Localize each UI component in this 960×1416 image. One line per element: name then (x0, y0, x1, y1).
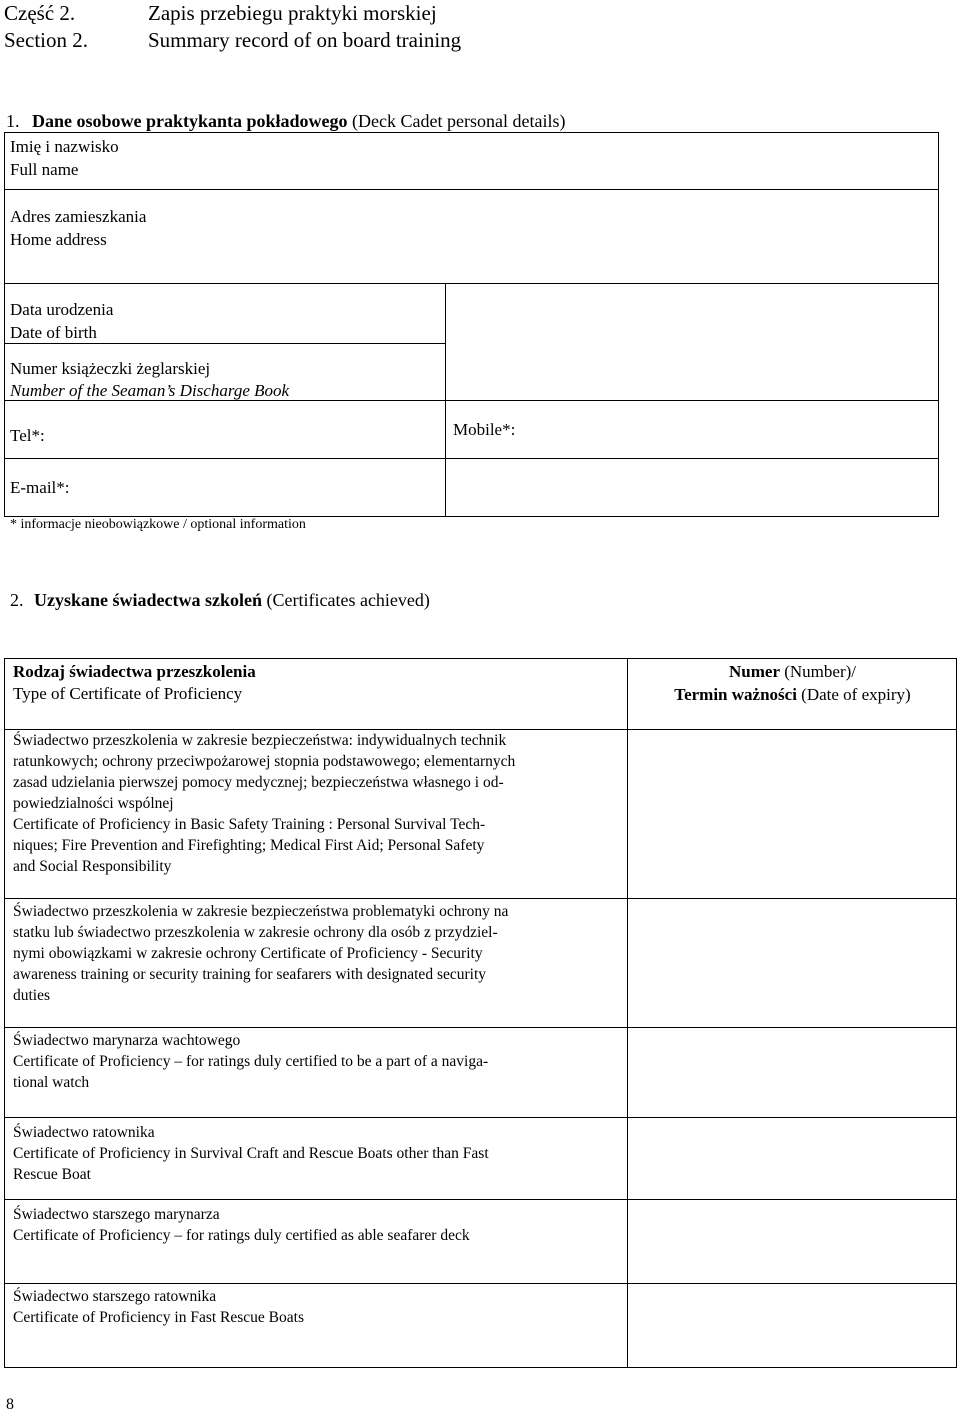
divider (4, 1283, 957, 1284)
divider (4, 898, 957, 899)
cert-line: statku lub świadectwo przeszkolenia w zakresie ochrony dla osób z przydziel- (13, 924, 498, 941)
cert-line: Certificate of Proficiency in Basic Safety Training : Personal Survival Tech- (13, 816, 486, 833)
mobile-label: Mobile*: (453, 420, 516, 439)
certificate-row-6 (13, 1286, 623, 1328)
divider (4, 1199, 957, 1200)
cert-line: Świadectwo ratownika (13, 1124, 155, 1141)
expiry-label-en: (Date of expiry) (801, 685, 911, 704)
number-label: Numer (729, 662, 780, 681)
tel-label: Tel*: (10, 426, 45, 445)
cert-line: Świadectwo przeszkolenia w zakresie bezpieczeństwa problematyki ochrony na (13, 903, 509, 920)
page-number: 8 (6, 1396, 14, 1413)
cert-line: duties (13, 987, 51, 1004)
certificate-row-3 (13, 1030, 623, 1093)
cert-line: powiedzialności wspólnej (13, 795, 174, 812)
certificate-row-4 (13, 1122, 623, 1185)
dob-label-en: Date of birth (10, 323, 97, 342)
certificate-row-1 (13, 730, 623, 877)
expiry-label: Termin ważności (674, 685, 797, 704)
cert-line: Świadectwo marynarza wachtowego (13, 1032, 241, 1049)
cert-line: Świadectwo przeszkolenia w zakresie bezpieczeństwa: indywidualnych technik (13, 732, 507, 749)
section1-heading (6, 110, 565, 132)
col1-header-en: Type of Certificate of Proficiency (13, 684, 243, 703)
certificate-row-2 (13, 901, 623, 1006)
section2-title-en: (Certificates achieved) (266, 590, 430, 610)
cert-line: niques; Fire Prevention and Firefighting; Medical First Aid; Personal Safety (13, 837, 485, 854)
cert-line: tional watch (13, 1074, 90, 1091)
cert-line: nymi obowiązkami w zakresie ochrony Certificate of Proficiency - Security (13, 945, 483, 962)
part-label-en: Section 2. (4, 28, 88, 52)
book-label-en: Number of the Seaman’s Discharge Book (10, 381, 290, 400)
cert-line: Certificate of Proficiency in Fast Rescue Boats (13, 1309, 304, 1326)
cert-line: Certificate of Proficiency in Survival Craft and Rescue Boats other than Fast (13, 1145, 489, 1162)
cert-line: Rescue Boat (13, 1166, 91, 1183)
section1-number: 1. (6, 111, 20, 131)
number-label-en: (Number)/ (784, 662, 856, 681)
dob-label-pl: Data urodzenia (10, 300, 114, 319)
page-title-pl: Zapis przebiegu praktyki morskiej (148, 1, 437, 25)
divider (4, 283, 939, 284)
cert-line: and Social Responsibility (13, 858, 172, 875)
divider (627, 658, 628, 1368)
col2-header-line1 (628, 660, 957, 683)
cert-line: Certificate of Proficiency – for ratings duly certified as able seafarer deck (13, 1227, 470, 1244)
page-title-en: Summary record of on board training (148, 28, 462, 52)
cert-line: Świadectwo starszego ratownika (13, 1288, 217, 1305)
divider (445, 283, 446, 517)
cert-line: awareness training or security training for seafarers with designated security (13, 966, 487, 983)
section2-number: 2. (10, 590, 24, 610)
fullname-label-pl: Imię i nazwisko (10, 137, 119, 156)
divider (4, 458, 939, 459)
part-label-pl: Część 2. (4, 1, 76, 25)
cert-line: ratunkowych; ochrony przeciwpożarowej stopnia podstawowego; elementarnych (13, 753, 516, 770)
cert-line: zasad udzielania pierwszej pomocy medycznej; bezpieczeństwa własnego i od- (13, 774, 504, 791)
divider (4, 1117, 957, 1118)
fullname-label-en: Full name (10, 160, 79, 179)
email-label: E-mail*: (10, 478, 70, 497)
divider (4, 189, 939, 190)
cert-line: Certificate of Proficiency – for ratings duly certified to be a part of a naviga- (13, 1053, 489, 1070)
book-label-pl: Numer książeczki żeglarskiej (10, 359, 211, 378)
certificate-row-5 (13, 1204, 623, 1246)
section1-title-pl: Dane osobowe praktykanta pokładowego (32, 111, 348, 131)
col1-header-pl: Rodzaj świadectwa przeszkolenia (13, 662, 256, 681)
col2-header-line2 (628, 683, 957, 706)
section2-heading (10, 589, 430, 611)
section1-title-en: (Deck Cadet personal details) (352, 111, 566, 131)
address-label-pl: Adres zamieszkania (10, 207, 147, 226)
address-label-en: Home address (10, 230, 107, 249)
optional-note: * informacje nieobowiązkowe / optional information (10, 517, 306, 532)
cert-line: Świadectwo starszego marynarza (13, 1206, 220, 1223)
section2-title-pl: Uzyskane świadectwa szkoleń (34, 590, 262, 610)
divider (4, 1027, 957, 1028)
